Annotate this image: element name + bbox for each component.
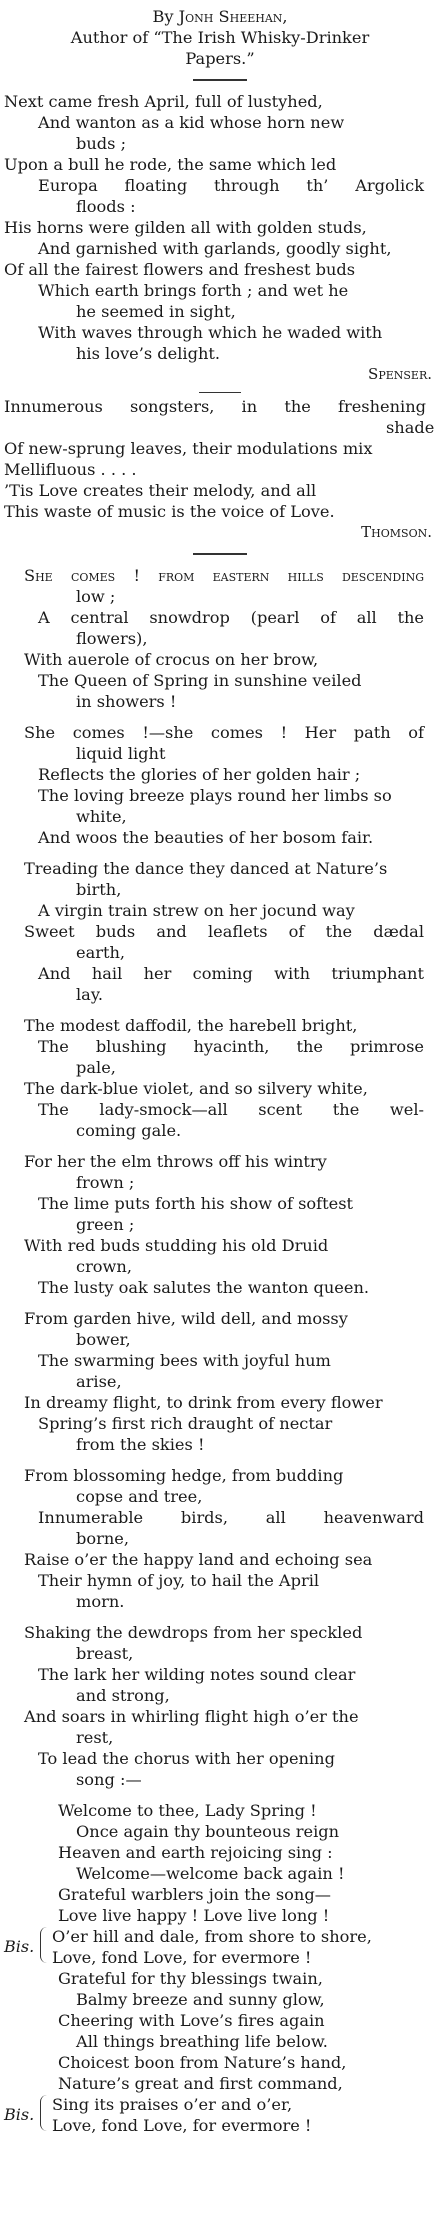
verse-line: shade	[386, 418, 435, 437]
stanza	[4, 858, 436, 1005]
verse-line: And wanton as a kid whose horn new	[38, 113, 345, 132]
refrain-bis	[4, 2094, 436, 2136]
verse-line: he seemed in sight,	[76, 302, 236, 321]
verse-line: birth,	[76, 880, 122, 899]
verse-line: Grateful warblers join the song—	[58, 1885, 331, 1904]
verse-line: coming gale.	[76, 1121, 182, 1140]
verse-line: borne,	[76, 1529, 129, 1548]
verse-line: And soars in whirling flight high o’er the	[24, 1707, 359, 1726]
verse-line: buds ;	[76, 134, 127, 153]
verse-line: She comes !—she comes ! Her path of	[24, 723, 424, 742]
verse-line: Which earth brings forth ; and wet he	[38, 281, 349, 300]
brace	[40, 2095, 47, 2131]
verse-line: Love, fond Love, for evermore !	[52, 1948, 312, 1967]
verse-line: from the skies !	[76, 1435, 205, 1454]
verse-line: and strong,	[76, 1686, 170, 1705]
attribution-spenser: Spenser.	[368, 365, 432, 383]
verse-line: The lime puts forth his show of softest	[38, 1194, 354, 1213]
stanza	[4, 722, 436, 848]
verse-line: pale,	[76, 1058, 116, 1077]
verse-line: From blossoming hedge, from budding	[24, 1466, 344, 1485]
bis-label: Bis.	[4, 1937, 35, 1956]
stanza	[4, 1465, 436, 1612]
byline-prefix: By	[152, 7, 174, 26]
verse-line: His horns were gilden all with golden studs,	[4, 218, 367, 237]
verse-line: Sweet buds and leaflets of the dædal	[24, 922, 424, 941]
verse-line: Of all the fairest flowers and freshest buds	[4, 260, 356, 279]
verse-line: To lead the chorus with her opening	[38, 1749, 335, 1768]
verse-line: All things breathing life below.	[76, 2032, 328, 2051]
verse-line: copse and tree,	[76, 1487, 203, 1506]
bis-label: Bis.	[4, 2105, 35, 2124]
song	[4, 1800, 436, 2136]
stanza	[4, 1622, 436, 1790]
verse-line: Love, fond Love, for evermore !	[52, 2116, 312, 2135]
verse-line: floods :	[76, 197, 136, 216]
verse-line: The loving breeze plays round her limbs so	[38, 786, 392, 805]
author-name: Jonh Sheehan,	[178, 7, 288, 26]
brace	[40, 1927, 47, 1963]
verse-line: Welcome—welcome back again !	[76, 1864, 345, 1883]
verse-line: Shaking the dewdrops from her speckled	[24, 1623, 363, 1642]
verse-line: Cheering with Love’s fires again	[58, 2011, 325, 2030]
verse-line: A central snowdrop (pearl of all the	[38, 608, 424, 627]
verse-line: Once again thy bounteous reign	[76, 1822, 340, 1841]
verse-line: Their hymn of joy, to hail the April	[38, 1571, 320, 1590]
verse-line: flowers),	[76, 629, 148, 648]
verse-line: Next came fresh April, full of lustyhed,	[4, 92, 323, 111]
divider	[193, 79, 247, 81]
verse-line: Upon a bull he rode, the same which led	[4, 155, 337, 174]
verse-line: breast,	[76, 1644, 134, 1663]
verse-line: With auerole of crocus on her brow,	[24, 650, 319, 669]
verse-line: From garden hive, wild dell, and mossy	[24, 1309, 348, 1328]
verse-line: crown,	[76, 1257, 132, 1276]
author-credit-line-2: Papers.”	[185, 49, 255, 68]
verse-line: The lusty oak salutes the wanton queen.	[38, 1278, 370, 1297]
verse-line: arise,	[76, 1372, 122, 1391]
verse-line: The lady-smock—all scent the wel-	[38, 1100, 424, 1119]
verse-line: bower,	[76, 1330, 131, 1349]
byline	[4, 6, 436, 27]
verse-line: With red buds studding his old Druid	[24, 1236, 329, 1255]
verse-line: Innumerous songsters, in the freshening	[4, 397, 426, 416]
stanza	[4, 1015, 436, 1141]
verse-line: Raise o’er the happy land and echoing sea	[24, 1550, 373, 1569]
verse-line: song :—	[76, 1770, 142, 1789]
verse-line: Love live happy ! Love live long !	[58, 1906, 330, 1925]
verse-line: And hail her coming with triumphant	[38, 964, 424, 983]
verse-line: The lark her wilding notes sound clear	[38, 1665, 356, 1684]
verse-line: liquid light	[76, 744, 166, 763]
divider	[193, 553, 247, 555]
attribution-thomson: Thomson.	[361, 523, 432, 541]
refrain-bis	[4, 1926, 436, 1968]
verse-line: Heaven and earth rejoicing sing :	[58, 1843, 333, 1862]
divider	[199, 392, 241, 393]
author-credit-line-1: Author of “The Irish Whisky-Drinker	[70, 28, 370, 47]
verse-line: Choicest boon from Nature’s hand,	[58, 2053, 347, 2072]
verse-line: In dreamy flight, to drink from every flower	[24, 1393, 383, 1412]
verse-line: For her the elm throws off his wintry	[24, 1152, 327, 1171]
verse-line: The dark-blue violet, and so silvery white,	[24, 1079, 368, 1098]
verse-line: frown ;	[76, 1173, 135, 1192]
verse-line: And woos the beauties of her bosom fair.	[38, 828, 374, 847]
verse-line: Innumerable birds, all heavenward	[38, 1508, 424, 1527]
verse-line: Nature’s great and first command,	[58, 2074, 343, 2093]
verse-line: Of new-sprung leaves, their modulations mix	[4, 439, 373, 458]
verse-line: And garnished with garlands, goodly sight,	[38, 239, 392, 258]
verse-line: low ;	[76, 587, 116, 606]
verse-line: Reflects the glories of her golden hair ;	[38, 765, 361, 784]
verse-line: white,	[76, 807, 127, 826]
poem	[4, 565, 436, 2136]
verse-line: Spring’s first rich draught of nectar	[38, 1414, 333, 1433]
stanza	[4, 1308, 436, 1455]
epigraph-thomson	[4, 396, 436, 543]
epigraph-spenser	[4, 91, 436, 385]
verse-line: Treading the dance they danced at Nature’s	[24, 859, 388, 878]
verse-line: Welcome to thee, Lady Spring !	[58, 1801, 317, 1820]
verse-line: This waste of music is the voice of Love.	[4, 502, 335, 521]
verse-line: Balmy breeze and sunny glow,	[76, 1990, 325, 2009]
verse-line: morn.	[76, 1592, 125, 1611]
verse-line: The Queen of Spring in sunshine veiled	[38, 671, 362, 690]
verse-line: O’er hill and dale, from shore to shore,	[52, 1927, 372, 1946]
verse-line: Grateful for thy blessings twain,	[58, 1969, 323, 1988]
verse-line: ’Tis Love creates their melody, and all	[4, 481, 317, 500]
verse-line: The swarming bees with joyful hum	[38, 1351, 331, 1370]
verse-line: The blushing hyacinth, the primrose	[38, 1037, 424, 1056]
verse-line: lay.	[76, 985, 103, 1004]
verse-line: Sing its praises o’er and o’er,	[52, 2095, 293, 2114]
verse-line: The modest daffodil, the harebell bright,	[24, 1016, 358, 1035]
verse-line: earth,	[76, 943, 126, 962]
verse-line: rest,	[76, 1728, 114, 1747]
verse-line: Mellifluous . . . .	[4, 460, 137, 479]
stanza	[4, 1151, 436, 1298]
verse-line: She comes ! from eastern hills descending	[24, 566, 424, 585]
verse-line: A virgin train strew on her jocund way	[38, 901, 355, 920]
verse-line: green ;	[76, 1215, 135, 1234]
verse-line: his love’s delight.	[76, 344, 221, 363]
verse-line: Europa floating through th’ Argolick	[38, 176, 424, 195]
stanza	[4, 565, 436, 712]
verse-line: With waves through which he waded with	[38, 323, 383, 342]
verse-line: in showers !	[76, 692, 177, 711]
